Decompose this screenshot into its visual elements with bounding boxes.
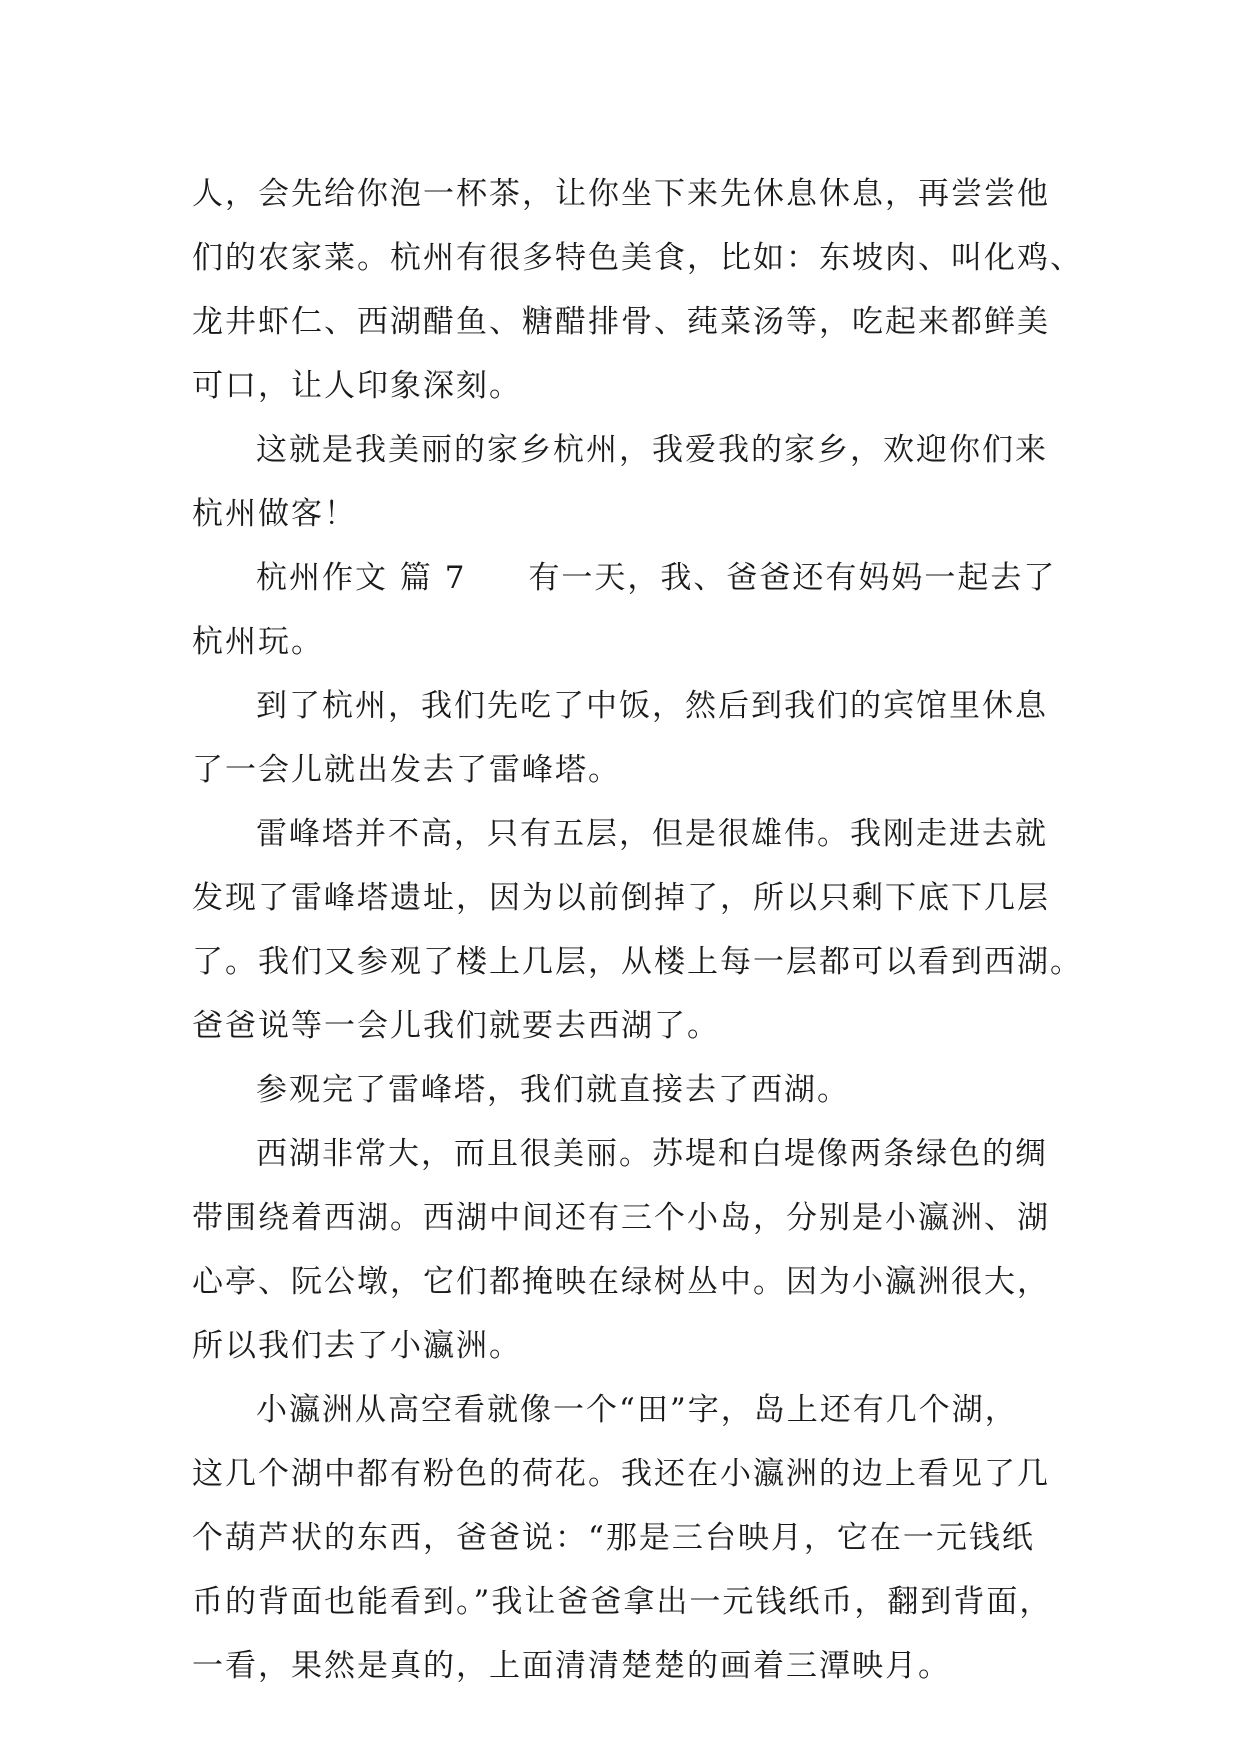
text-line: 龙井虾仁、西湖醋鱼、糖醋排骨、莼菜汤等，吃起来都鲜美 [192,304,1050,340]
text-line: 可口，让人印象深刻。 [192,368,522,404]
text-line: 参观完了雷峰塔，我们就直接去了西湖。 [256,1072,850,1108]
text-line: 这几个湖中都有粉色的荷花。我还在小瀛洲的边上看见了几 [192,1456,1050,1492]
text-line: 了一会儿就出发去了雷峰塔。 [192,752,621,788]
text-line: 西湖非常大，而且很美丽。苏堤和白堤像两条绿色的绸 [256,1136,1048,1172]
text-line: 所以我们去了小瀛洲。 [192,1328,522,1364]
text-line: 杭州玩。 [192,624,324,660]
text-line: 到了杭州，我们先吃了中饭，然后到我们的宾馆里休息 [256,688,1048,724]
text-line: 带围绕着西湖。西湖中间还有三个小岛，分别是小瀛洲、湖 [192,1200,1050,1236]
section-heading: 杭州作文 篇 7 [256,560,467,596]
text-line: 小瀛洲从高空看就像一个“田”字，岛上还有几个湖， [256,1392,1018,1428]
essay-body [192,162,1092,1698]
text-line: 人，会先给你泡一杯茶，让你坐下来先休息休息，再尝尝他 [192,176,1050,212]
text-line: 发现了雷峰塔遗址，因为以前倒掉了，所以只剩下底下几层 [192,880,1050,916]
text-line: 币的背面也能看到。”我让爸爸拿出一元钱纸币，翻到背面， [192,1584,1053,1620]
text-line: 有一天，我、爸爸还有妈妈一起去了 [528,560,1057,596]
heading-line [192,546,1092,610]
text-line: 心亭、阮公墩，它们都掩映在绿树丛中。因为小瀛洲很大， [192,1264,1050,1300]
text-line: 一看，果然是真的，上面清清楚楚的画着三潭映月。 [192,1648,951,1684]
text-line: 这就是我美丽的家乡杭州，我爱我的家乡，欢迎你们来 [256,432,1048,468]
text-line: 雷峰塔并不高，只有五层，但是很雄伟。我刚走进去就 [256,816,1048,852]
text-line: 杭州做客！ [192,496,357,532]
text-line: 了。我们又参观了楼上几层，从楼上每一层都可以看到西湖。 [192,944,1083,980]
text-line: 们的农家菜。杭州有很多特色美食，比如：东坡肉、叫化鸡、 [192,240,1083,276]
text-line: 个葫芦状的东西，爸爸说：“那是三台映月，它在一元钱纸 [192,1520,1035,1556]
text-line: 爸爸说等一会儿我们就要去西湖了。 [192,1008,720,1044]
